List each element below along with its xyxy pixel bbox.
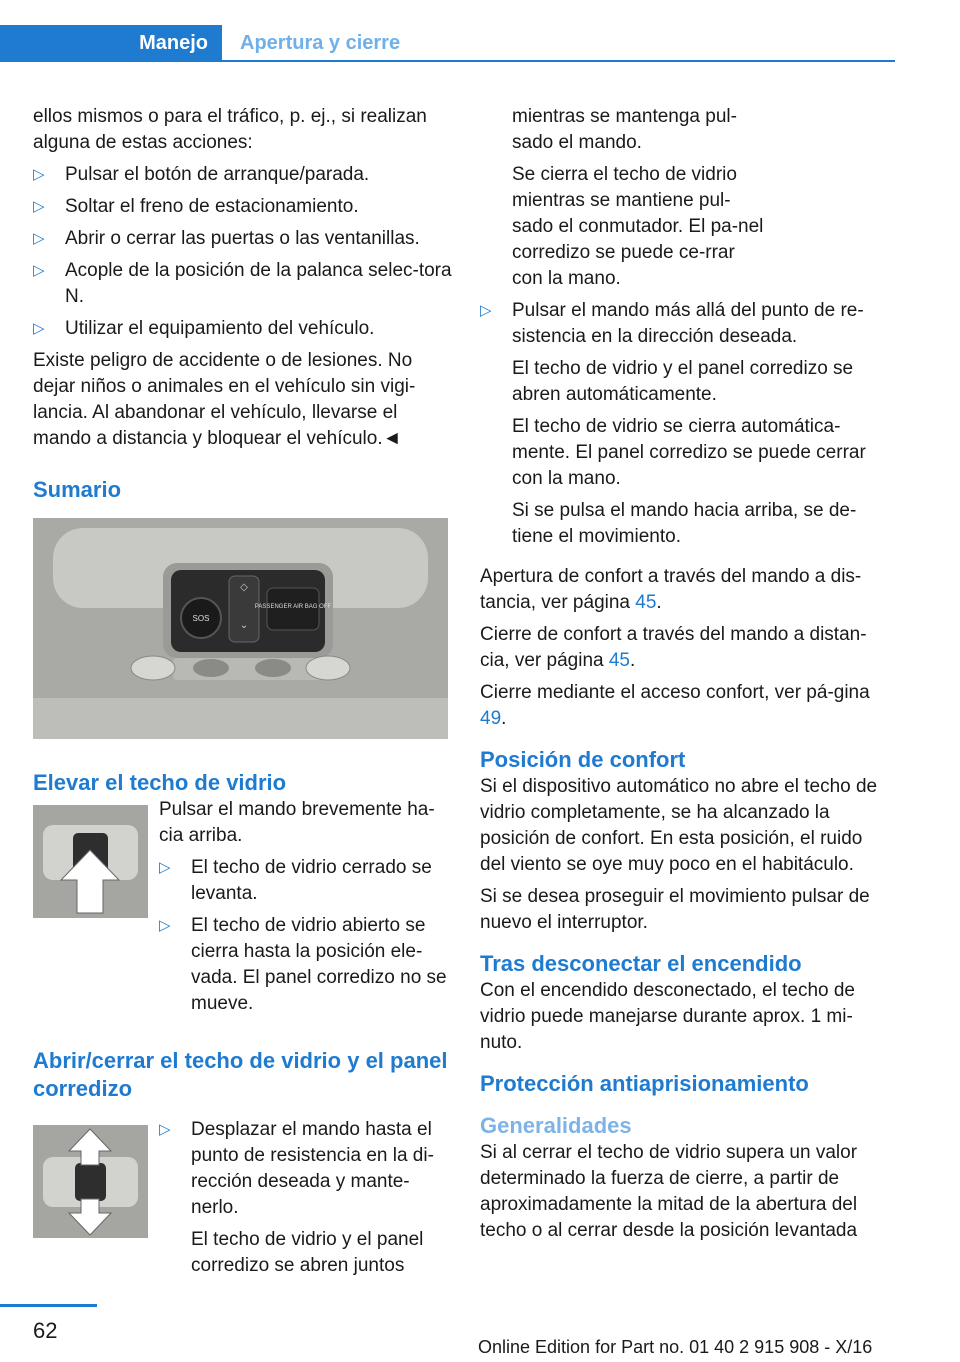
list-item: ▷ Soltar el freno de estacionamiento.: [33, 194, 453, 220]
posicion-paragraph-2: Si se desea proseguir el movimiento pulsar de nuevo el interruptor.: [480, 886, 870, 933]
proteccion-heading: Protección antiaprisionamiento: [480, 1071, 809, 1096]
roof-console-illustration: [33, 518, 448, 739]
list-item: ▷ Pulsar el botón de arranque/parada.: [33, 162, 453, 188]
posicion-heading: Posición de confort: [480, 747, 686, 772]
sumario-heading: Sumario: [33, 477, 122, 502]
triangle-bullet-icon: ▷: [159, 917, 171, 934]
svg-text:⌄: ⌄: [239, 620, 249, 631]
list-item: ▷ El techo de vidrio cerrado se levanta.: [159, 857, 432, 904]
sub-paragraph: Si se pulsa el mando hacia arriba, se de‐tiene el movimiento.: [512, 500, 857, 547]
elevar-text: Pulsar el mando brevemente ha‐cia arriba.: [159, 799, 435, 846]
edition-note: Online Edition for Part no. 01 40 2 915 908 - X/16: [478, 1337, 873, 1357]
button-up-image: [33, 805, 148, 918]
list-item: ▷ Desplazar el mando hasta el punto de resistencia en la di‐rección deseada y mante‐nerlo.: [159, 1119, 434, 1218]
tras-paragraph: Con el encendido desconectado, el techo de vidrio puede manejarse durante aprox. 1 mi‐nuto.: [480, 980, 855, 1053]
header-rule: [0, 60, 895, 62]
sub-paragraph: El techo de vidrio y el panel corredizo se abren automáticamente.: [512, 358, 854, 405]
generalidades-heading: Generalidades: [480, 1113, 632, 1138]
footer-rule: [0, 1304, 97, 1307]
page-link[interactable]: 49: [480, 708, 502, 729]
continuation-1: mientras se mantenga pul‐sado el mando.: [512, 106, 737, 153]
triangle-bullet-icon: ▷: [33, 166, 45, 183]
abrir-section: [33, 1117, 453, 1279]
triangle-bullet-icon: ▷: [159, 859, 171, 876]
airbag-label: PASSENGER AIR BAG OFF: [254, 604, 332, 610]
page-link[interactable]: 45: [608, 650, 630, 671]
confort-link-1: Apertura de confort a través del mando a dis‐tancia, ver página 45.: [480, 566, 862, 613]
confort-link-3: Cierre mediante el acceso confort, ver pá‐gina 49.: [480, 682, 870, 729]
sos-label: SOS: [192, 614, 210, 623]
triangle-bullet-icon: ▷: [33, 230, 45, 247]
warning-paragraph: Existe peligro de accidente o de lesiones. No dejar niños o animales en el vehículo sin vigi‐lancia. Al abandonar el vehículo, llevarse el mando a distancia y bloquear el vehículo.◄: [33, 350, 416, 449]
elevar-heading: Elevar el techo de vidrio: [33, 770, 287, 795]
roof-console-photo: [33, 518, 448, 739]
triangle-bullet-icon: ▷: [33, 198, 45, 215]
abrir-heading: Abrir/cerrar el techo de vidrio y el panel corredizo: [33, 1048, 448, 1101]
triangle-bullet-icon: ▷: [480, 302, 492, 319]
triangle-bullet-icon: ▷: [159, 1121, 171, 1138]
list-item: ▷ Acople de la posición de la palanca selec‐tora N.: [33, 260, 452, 307]
elevar-section: [33, 797, 453, 1047]
right-column: [480, 104, 892, 1250]
chapter-tab: Manejo: [0, 25, 222, 62]
svg-text:◇: ◇: [240, 582, 248, 593]
page-link[interactable]: 45: [635, 592, 657, 613]
confort-link-2: Cierre de confort a través del mando a distan‐cia, ver página 45.: [480, 624, 867, 671]
section-tab: Apertura y cierre: [240, 32, 401, 54]
left-column: [33, 104, 453, 1285]
sub-paragraph: El techo de vidrio se cierra automática‐mente. El panel corredizo se puede cerrar con la mano.: [512, 416, 866, 489]
list-item: ▷ Abrir o cerrar las puertas o las ventanillas.: [33, 226, 453, 252]
triangle-bullet-icon: ▷: [33, 320, 45, 337]
list-item: ▷ El techo de vidrio abierto se cierra hasta la posición ele‐vada. El panel corredizo no se mueve.: [159, 915, 447, 1014]
intro-paragraph: ellos mismos o para el tráfico, p. ej., si realizan alguna de estas acciones:: [33, 106, 427, 153]
list-item: ▷ Utilizar el equipamiento del vehículo.: [33, 316, 453, 342]
generalidades-paragraph: Si al cerrar el techo de vidrio supera un valor determinado la fuerza de cierre, a partir de aproximadamente la mitad de la abertura del techo o al cerrar desde la posición levantada: [480, 1142, 858, 1241]
abrir-sub: El techo de vidrio y el panel corredizo se abren juntos: [191, 1229, 424, 1276]
page-number: 62: [33, 1318, 58, 1343]
posicion-paragraph-1: Si el dispositivo automático no abre el techo de vidrio completamente, se ha alcanzado la posición de confort. En esta posición, el ruido del viento se oye muy poco en el habitáculo.: [480, 776, 878, 875]
continuation-2: Se cierra el techo de vidrio mientras se mantiene pul‐sado el conmutador. El pa‐nel corredizo se puede ce‐rrar con la mano.: [512, 164, 764, 289]
tras-heading: Tras desconectar el encendido: [480, 951, 802, 976]
button-updown-image: [33, 1125, 148, 1238]
list-item: ▷ Pulsar el mando más allá del punto de re‐sistencia en la dirección deseada.: [480, 300, 864, 347]
triangle-bullet-icon: ▷: [33, 262, 45, 279]
